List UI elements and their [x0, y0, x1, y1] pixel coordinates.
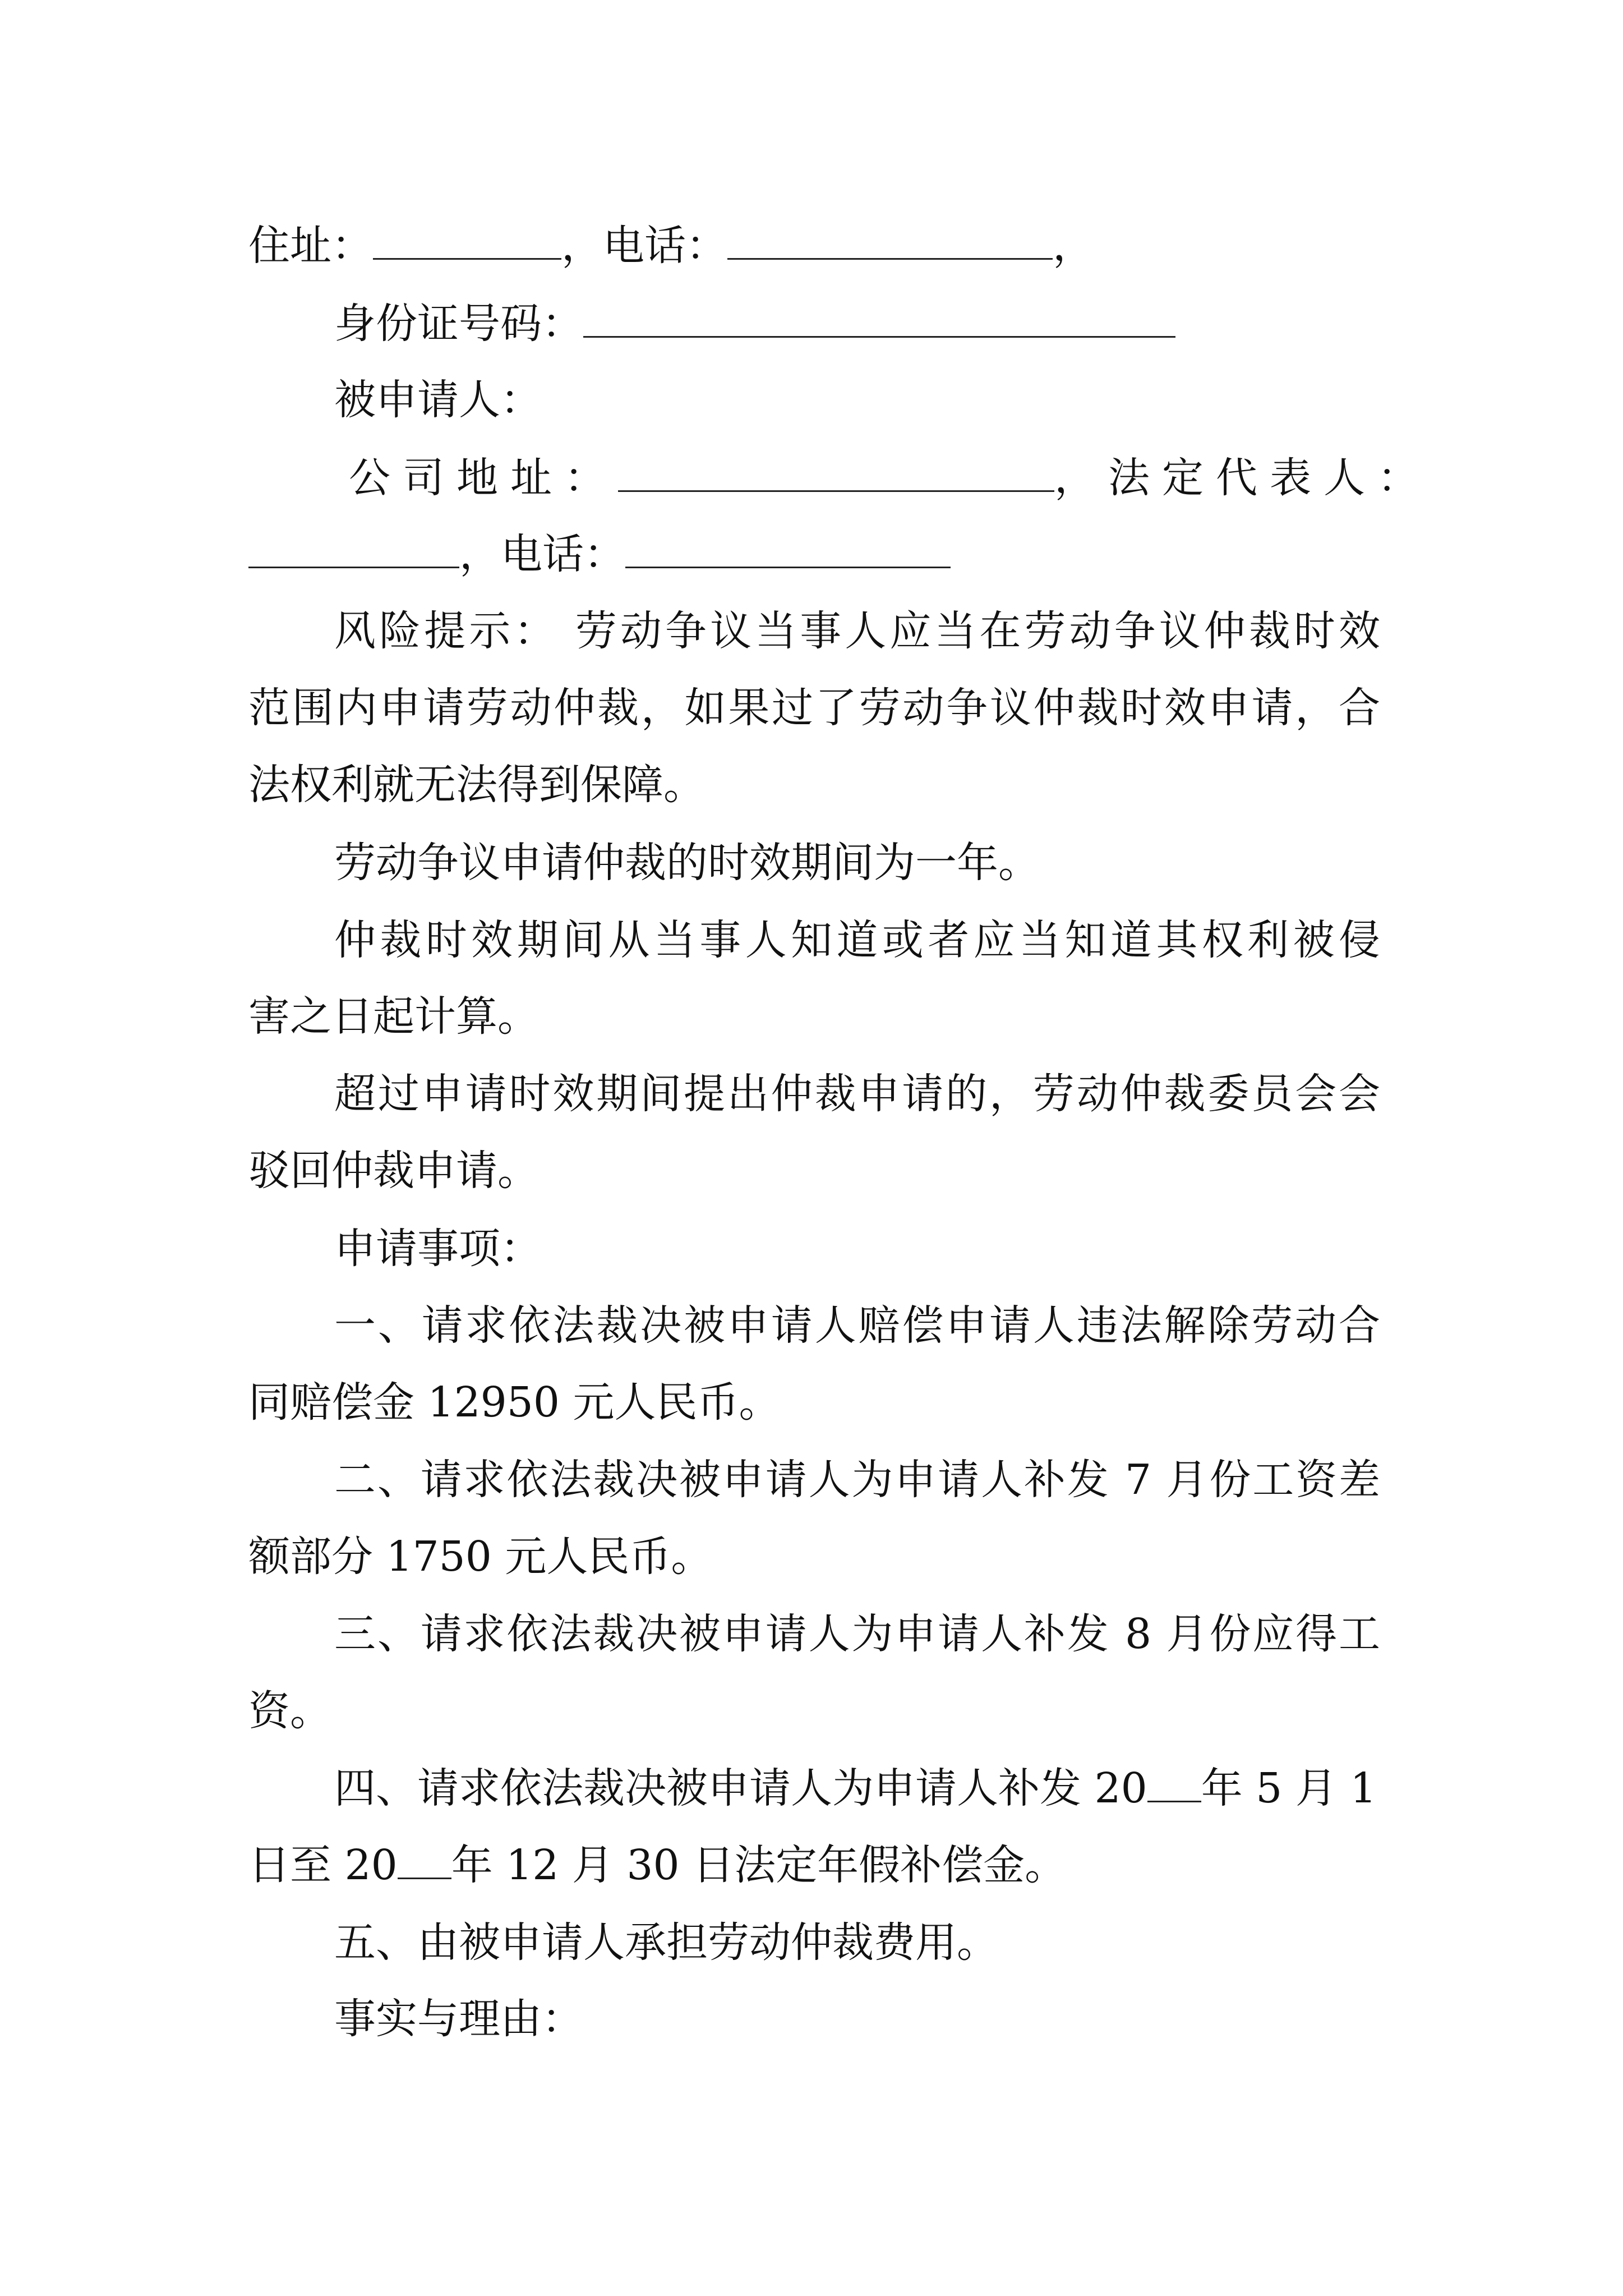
claim-4-line2 [248, 1837, 1380, 1893]
id-number-blank[interactable] [583, 301, 1175, 338]
claims-heading: 申请事项： [334, 1225, 542, 1273]
claim-4-line2-part-b: 年 12 月 30 日法定年假补偿金。 [451, 1841, 1067, 1889]
legal-rep-phone-line [248, 526, 1380, 582]
company-address-blank[interactable] [618, 455, 1054, 492]
limitation-expired-line2: 驳回仲裁申请。 [248, 1147, 539, 1195]
respondent-phone-label: ，电话： [459, 530, 625, 578]
phone-blank[interactable] [727, 223, 1053, 260]
claim-4-line1-part-b: 年 5 月 1 [1201, 1764, 1377, 1812]
limitation-expired-line1: 超过申请时效期间提出仲裁申请的，劳动仲裁委员会会 [334, 1070, 1380, 1118]
limitation-period-text: 劳动争议申请仲裁的时效期间为一年。 [334, 839, 1040, 887]
respondent-heading: 被申请人： [334, 376, 542, 424]
id-number-line [334, 296, 1380, 352]
claim-4-line1 [334, 1760, 1380, 1816]
legal-rep-label: ，法定代表人： [1054, 454, 1431, 502]
risk-notice-line1: 风险提示： 劳动争议当事人应当在劳动争议仲裁时效 [334, 607, 1380, 655]
claim-2-line2: 额部分 1750 元人民币。 [248, 1533, 713, 1581]
phone-label: ，电话： [561, 222, 727, 270]
respondent-phone-blank[interactable] [625, 532, 951, 568]
limitation-start-line1: 仲裁时效期间从当事人知道或者应当知道其权利被侵 [334, 916, 1380, 964]
limitation-start-line2: 害之日起计算。 [248, 992, 539, 1041]
address-blank[interactable] [373, 223, 561, 260]
id-label: 身份证号码： [334, 300, 583, 348]
claim-3-line1: 三、请求依法裁决被申请人为申请人补发 8 月份应得工 [334, 1610, 1380, 1658]
claim-4-line2-part-a: 日至 20 [248, 1841, 398, 1889]
year-blank-2[interactable] [398, 1843, 451, 1879]
applicant-address-line [248, 218, 1380, 274]
facts-heading: 事实与理由： [334, 1995, 583, 2043]
end-comma: ， [1053, 222, 1094, 270]
risk-notice-line3: 法权利就无法得到保障。 [248, 761, 705, 809]
claim-3-line2: 资。 [248, 1687, 331, 1735]
claim-2-line1: 二、请求依法裁决被申请人为申请人补发 7 月份工资差 [334, 1456, 1380, 1504]
claim-1-line1: 一、请求依法裁决被申请人赔偿申请人违法解除劳动合 [334, 1301, 1380, 1350]
risk-notice-line2: 范围内申请劳动仲裁，如果过了劳动争议仲裁时效申请，合 [248, 684, 1380, 732]
legal-rep-blank[interactable] [248, 532, 459, 568]
company-address-label: 公司地址： [349, 454, 618, 502]
company-address-line [349, 450, 1431, 506]
claim-4-line1-part-a: 四、请求依法裁决被申请人为申请人补发 20 [334, 1764, 1147, 1812]
claim-1-line2: 同赔偿金 12950 元人民币。 [248, 1378, 781, 1427]
claim-5: 五、由被申请人承担劳动仲裁费用。 [334, 1918, 998, 1967]
year-blank-1[interactable] [1147, 1766, 1201, 1802]
address-label: 住址： [248, 222, 373, 270]
